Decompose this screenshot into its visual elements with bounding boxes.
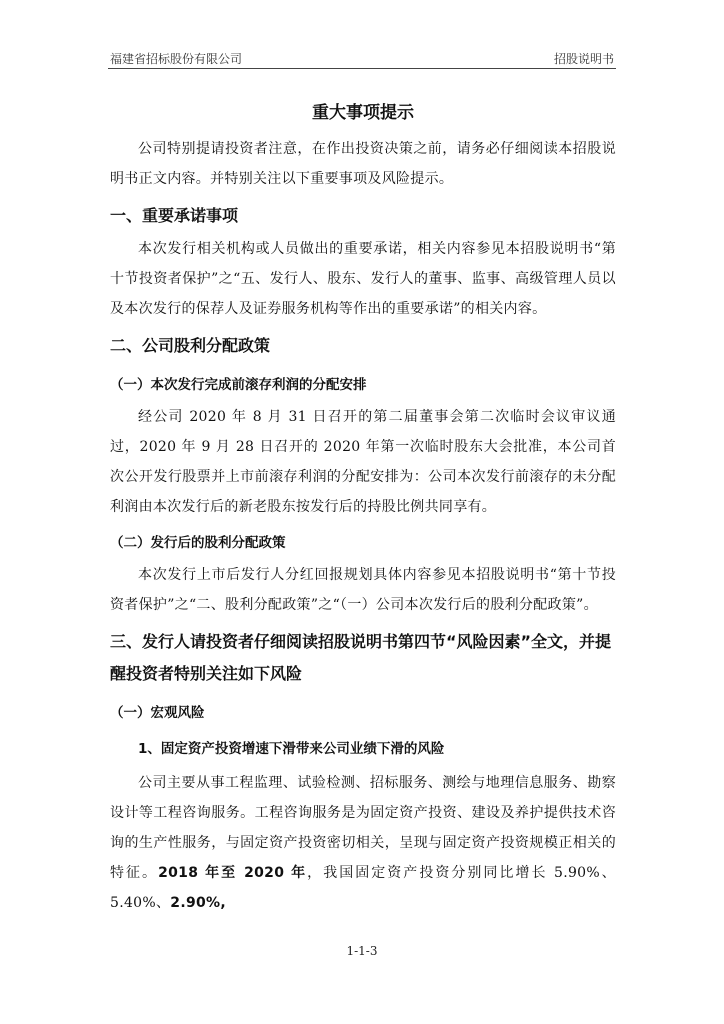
- page-number: 1-1-3: [346, 944, 378, 958]
- section-heading-dividend-policy: 二、公司股利分配政策: [110, 336, 271, 355]
- section-heading-commitments: 一、重要承诺事项: [110, 206, 239, 225]
- intro-paragraph: 公司特别提请投资者注意，在作出投资决策之前，请务必仔细阅读本招股说明书正文内容。并特别关注以下重要事项及风险提示。: [110, 141, 616, 187]
- paragraph-text: 公司主要从事工程监理、试验检测、招标服务、测绘与地理信息服务、勘察设计等工程咨询服务。工程咨询服务是为固定资产投资、建设及养护提供技术咨询的生产性服务，与固定资产投资密切相关，呈现与固定资产投资规模正相关的特征。: [110, 775, 616, 881]
- paragraph-text: ，我国固定资产投资分别同比增长 5.90%、5.40%、: [110, 865, 616, 911]
- page-content: [110, 92, 616, 918]
- post-issue-dividend-paragraph: 本次发行上市后发行人分红回报规划具体内容参见本招股说明书“第十节投资者保护”之“二、股利分配政策”之“（一）公司本次发行后的股利分配政策”。: [110, 567, 616, 613]
- header-company-name: 福建省招标股份有限公司: [110, 52, 243, 66]
- fixed-asset-investment-paragraph: [110, 768, 616, 918]
- risk-item-heading-fixed-asset-investment: 1、固定资产投资增速下滑带来公司业绩下滑的风险: [138, 741, 445, 757]
- subsection-heading-post-issue-dividend: （二）发行后的股利分配政策: [110, 535, 286, 551]
- retained-profits-paragraph: 经公司 2020 年 8 月 31 日召开的第二届董事会第二次临时会议审议通过，2020 年 9 月 28 日召开的 2020 年第一次临时股东大会批准，本公司首次公开发行股票并上市前滚存利润的分配安排为：公司本次发行前滚存的未分配利润由本次发行后的新老股东按发行后的持股比例共同享有。: [110, 409, 616, 515]
- commitments-paragraph: 本次发行相关机构或人员做出的重要承诺，相关内容参见本招股说明书“第十节投资者保护”之“五、发行人、股东、发行人的董事、监事、高级管理人员以及本次发行的保荐人及证券服务机构等作出的重要承诺”的相关内容。: [110, 241, 616, 317]
- subsection-heading-macro-risk: （一）宏观风险: [110, 705, 205, 721]
- bold-growth-rate: 2.90%,: [170, 895, 226, 911]
- bold-year-range: 2018 年至 2020 年: [158, 865, 308, 881]
- subsection-heading-retained-profits: （一）本次发行完成前滚存利润的分配安排: [110, 377, 367, 393]
- page-header: [108, 46, 616, 69]
- section-heading-risk-factors: 三、发行人请投资者仔细阅读招股说明书第四节“风险因素”全文，并提醒投资者特别关注如下风险: [110, 632, 612, 683]
- header-document-type: 招股说明书: [553, 52, 614, 66]
- page-title: 重大事项提示: [312, 103, 414, 123]
